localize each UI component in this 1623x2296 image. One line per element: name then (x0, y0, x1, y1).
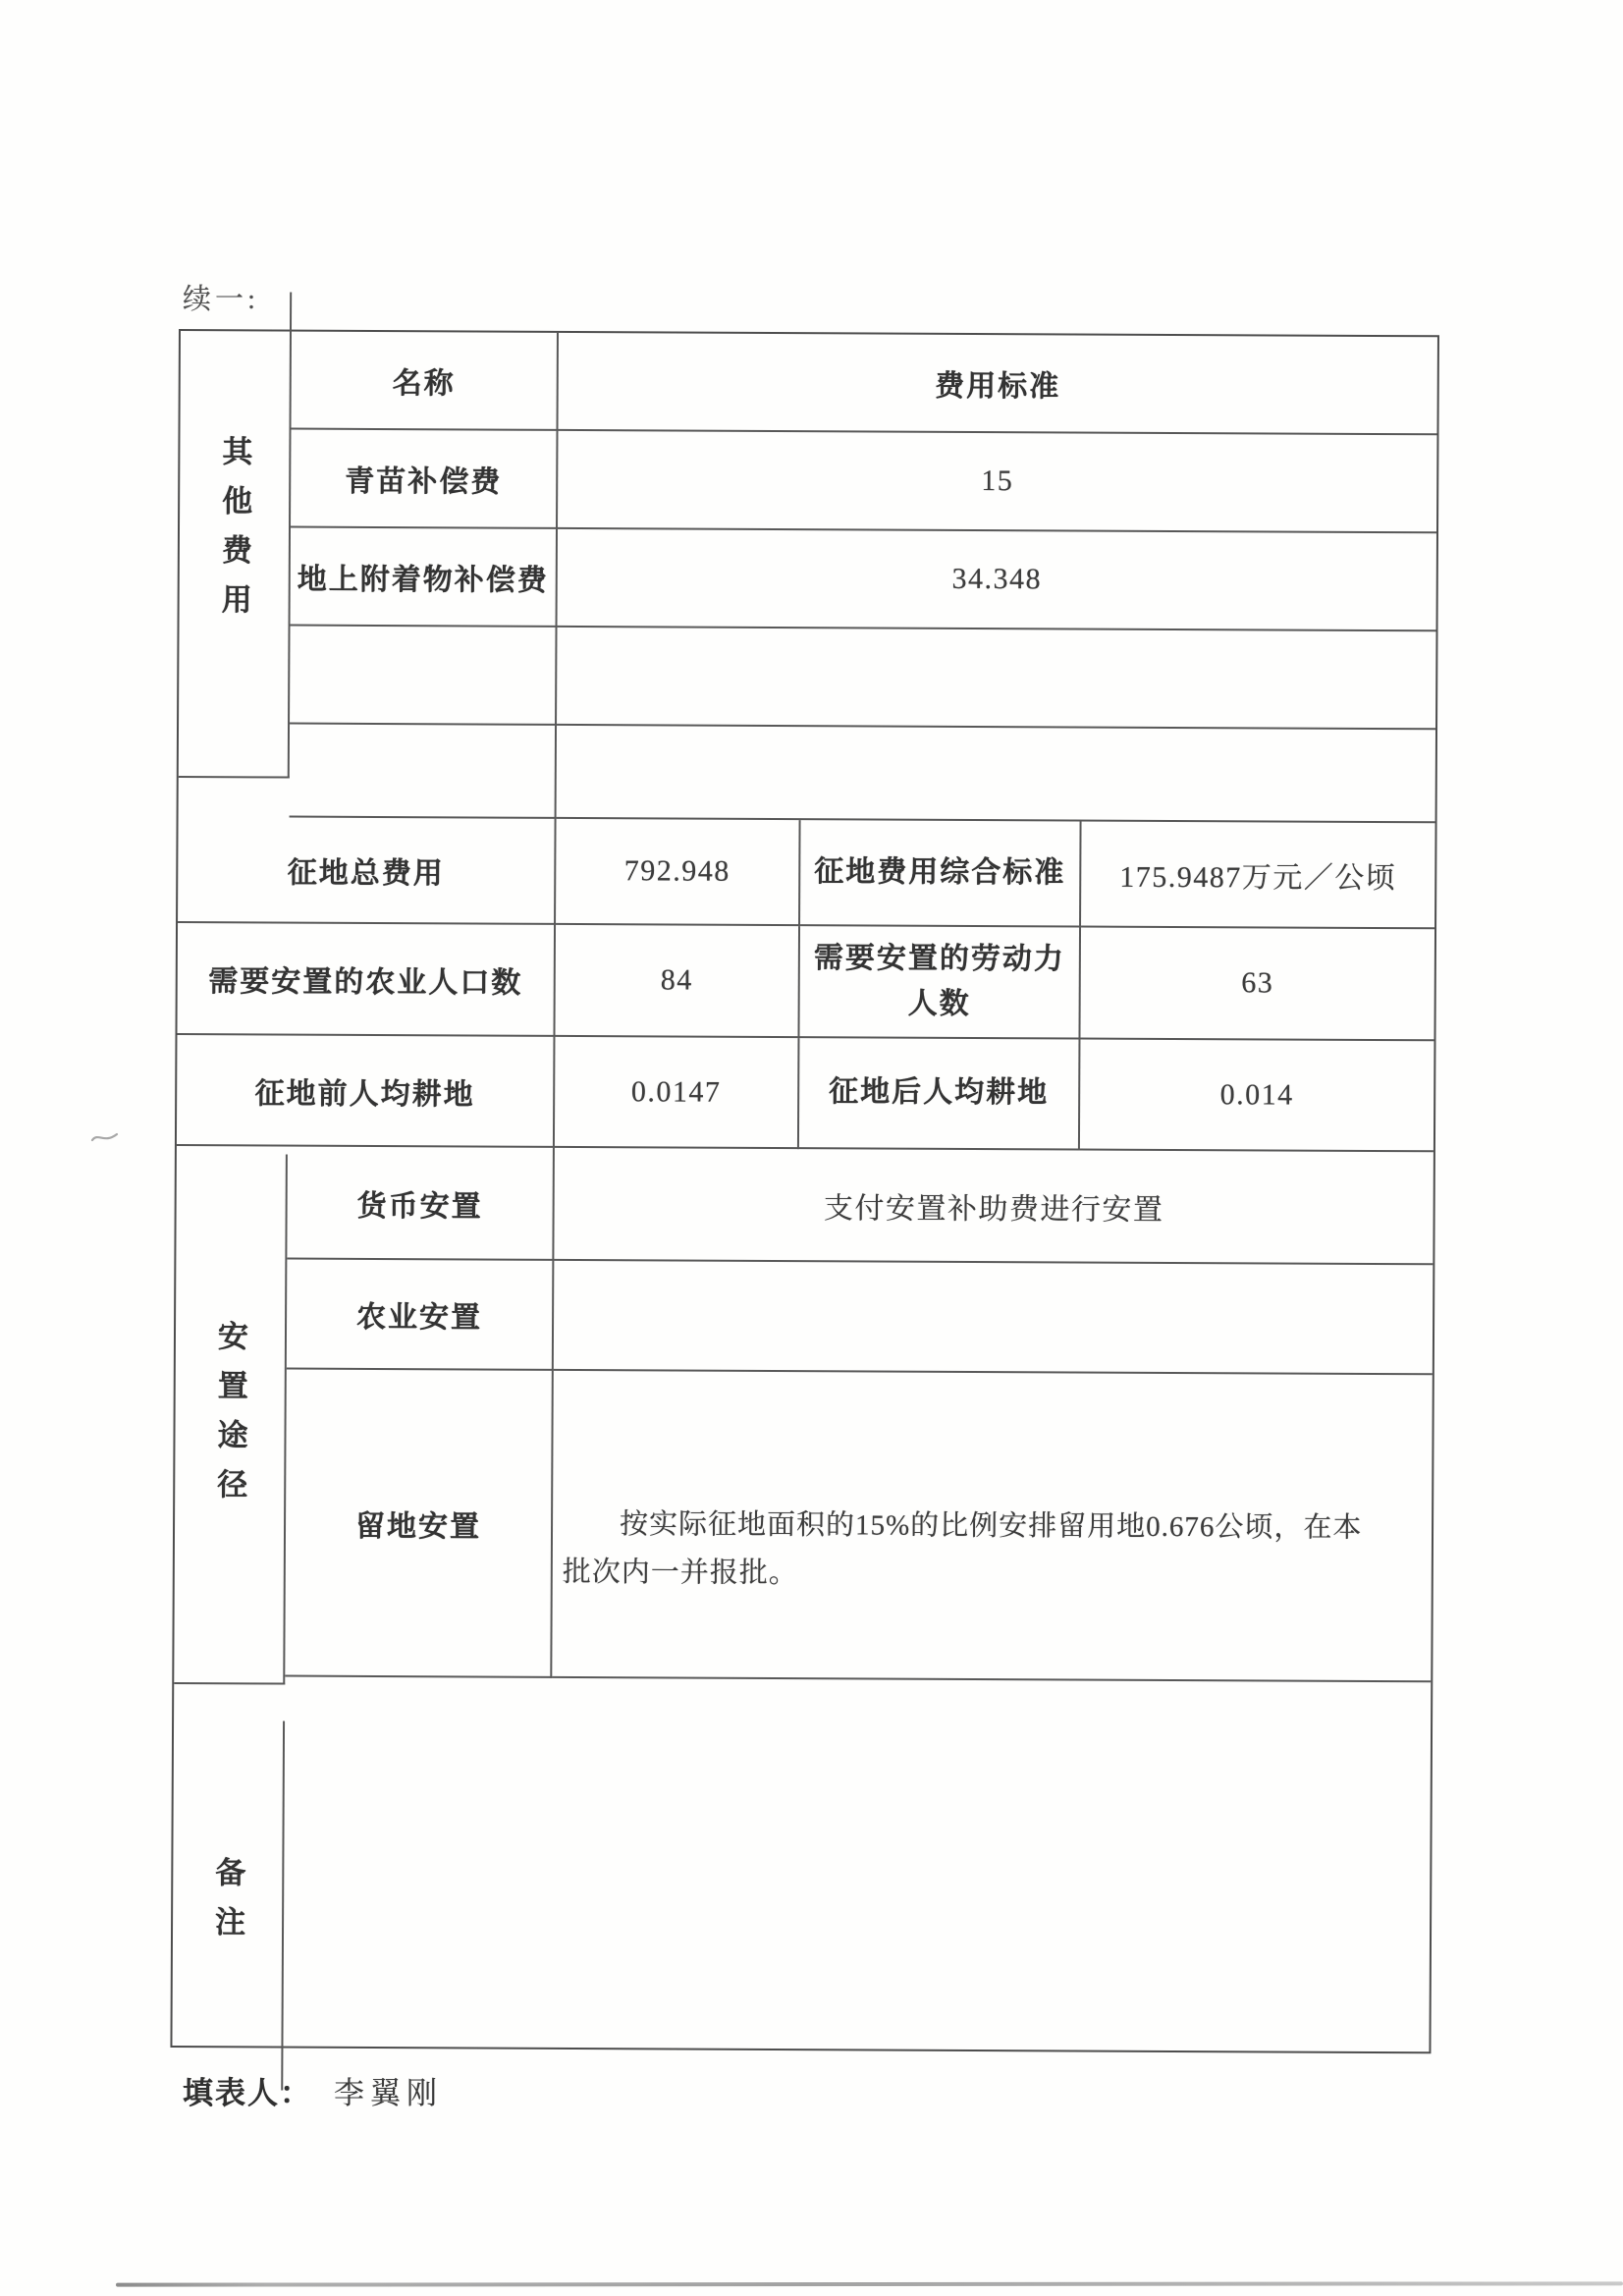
monetary-resettlement-label: 货币安置 (287, 1147, 555, 1261)
young-crop-fee-label: 青苗补偿费 (291, 430, 558, 529)
per-capita-after-label-text: 征地后人均耕地 (829, 1075, 1050, 1110)
scan-artifact-line (116, 2281, 1623, 2286)
per-capita-before-label: 征地前人均耕地 (177, 1035, 556, 1148)
form-filler-line (183, 2068, 443, 2112)
labor-force-label (799, 926, 1081, 1039)
remarks-content (283, 1677, 1431, 2052)
comprehensive-standard-value: 175.9487万元／公顷 (1081, 821, 1435, 929)
reserved-land-paragraph-line1: 按实际征地面积的15%的比例安排留用地0.676公顷，在本 (619, 1508, 1363, 1544)
form-filler-label: 填表人： (183, 2076, 312, 2110)
resettlement-section-label: 安置途径 (174, 1154, 288, 1685)
per-capita-after-value: 0.014 (1080, 1039, 1434, 1152)
fee-standard-header-cell: 费用标准 (558, 333, 1436, 435)
continuation-label: 续一: (183, 284, 260, 315)
agricultural-resettlement-content (554, 1261, 1434, 1375)
other-fees-section-label: 其他费用 (179, 292, 292, 779)
labor-force-value: 63 (1080, 927, 1434, 1041)
form-filler-name: 李翼刚 (334, 2076, 443, 2110)
agricultural-resettlement-label: 农业安置 (287, 1260, 555, 1371)
remarks-section (172, 1676, 1431, 2051)
fee-name-header-cell: 名称 (292, 332, 559, 431)
other-fee-empty-label-2 (290, 725, 557, 819)
per-capita-before-value: 0.0147 (555, 1037, 800, 1149)
resettlement-section (174, 1146, 1434, 1682)
ground-attachment-fee-value: 34.348 (558, 529, 1436, 631)
reserved-land-resettlement-content (552, 1371, 1433, 1682)
other-fees-section (179, 331, 1437, 823)
summary-section (177, 817, 1435, 1152)
per-capita-after-label (799, 1038, 1081, 1150)
reserved-land-paragraph (563, 1501, 1363, 1601)
total-cost-value: 792.948 (556, 819, 801, 926)
total-cost-label: 征地总费用 (178, 817, 557, 925)
comprehensive-standard-label (800, 820, 1082, 927)
ground-attachment-fee-label: 地上附着物补偿费 (291, 528, 558, 628)
land-acquisition-cost-table (170, 329, 1439, 2053)
comprehensive-standard-label-text: 征地费用综合标准 (814, 854, 1066, 890)
young-crop-fee-value: 15 (558, 431, 1436, 533)
remarks-section-label: 备注 (172, 1721, 285, 2091)
pen-mark (90, 1127, 120, 1152)
reserved-land-paragraph-line2: 批次内一并报批。 (562, 1556, 798, 1590)
monetary-resettlement-content: 支付安置补助费进行安置 (554, 1148, 1434, 1265)
reserved-land-resettlement-label: 留地安置 (285, 1370, 554, 1678)
agri-population-value: 84 (555, 925, 800, 1038)
other-fee-empty-value-1 (557, 628, 1435, 730)
other-fee-empty-label-1 (290, 627, 557, 726)
other-fee-empty-value-2 (557, 726, 1435, 823)
labor-force-label-text: 需要安置的劳动力人数 (813, 941, 1065, 1020)
agri-population-label: 需要安置的农业人口数 (177, 923, 556, 1037)
